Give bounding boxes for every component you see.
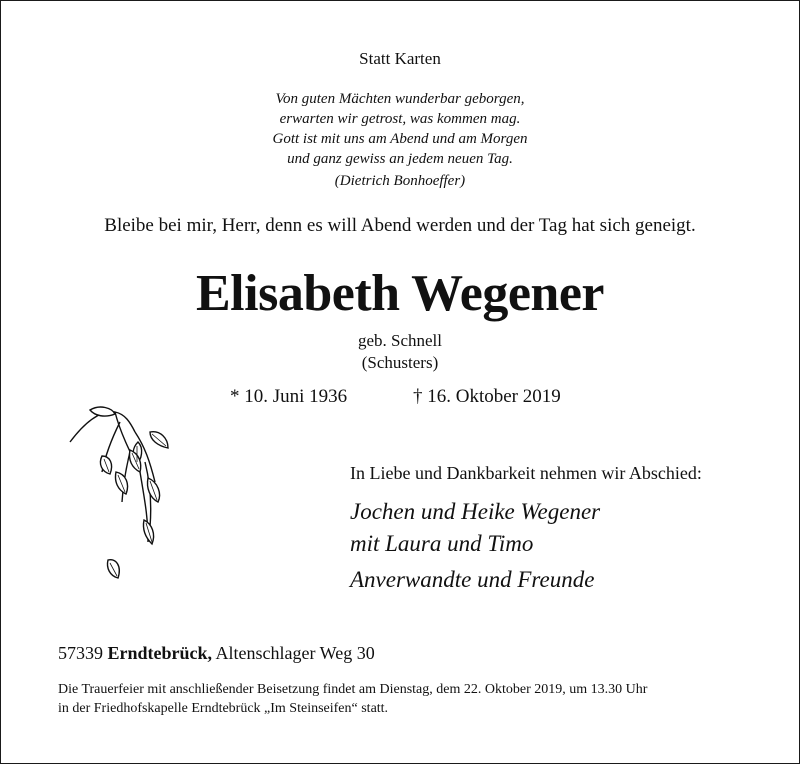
bible-verse: Bleibe bei mir, Herr, denn es will Abend werden und der Tag hat sich geneigt. bbox=[104, 215, 696, 236]
poem-author: (Dietrich Bonhoeffer) bbox=[334, 173, 466, 189]
mourner-line: Anverwandte und Freunde bbox=[350, 567, 595, 592]
poem-line: Von guten Mächten wunderbar geborgen, bbox=[275, 91, 525, 107]
mourner-line: mit Laura und Timo bbox=[350, 531, 534, 556]
address-city: Erndtebrück, bbox=[107, 643, 213, 663]
poem-line: erwarten wir getrost, was kommen mag. bbox=[279, 111, 521, 127]
poem-line: Gott ist mit uns am Abend und am Morgen bbox=[272, 131, 528, 147]
poem-line: und ganz gewiss an jedem neuen Tag. bbox=[287, 151, 513, 167]
poem bbox=[0, 89, 800, 191]
birch-branch-icon bbox=[60, 402, 190, 602]
address-zip: 57339 bbox=[58, 643, 103, 663]
deceased-name: Elisabeth Wegener bbox=[196, 265, 604, 322]
address bbox=[58, 643, 375, 664]
mourners-list bbox=[350, 496, 600, 596]
notice-line: Die Trauerfeier mit anschließender Beisetzung findet am Dienstag, dem 22. Oktober 2019, um 13.30 Uhr bbox=[58, 682, 648, 697]
maiden-name: geb. Schnell bbox=[357, 331, 443, 350]
funeral-notice bbox=[58, 680, 758, 718]
nickname: (Schusters) bbox=[361, 353, 439, 372]
death-date: † 16. Oktober 2019 bbox=[413, 386, 561, 407]
mourner-line: Jochen und Heike Wegener bbox=[350, 499, 601, 524]
address-street: Altenschlager Weg 30 bbox=[215, 643, 375, 663]
mourners-intro: In Liebe und Dankbarkeit nehmen wir Abschied: bbox=[350, 463, 702, 483]
birth-date: * 10. Juni 1936 bbox=[230, 386, 348, 407]
maiden-name-block bbox=[0, 330, 800, 374]
header-statt-karten: Statt Karten bbox=[359, 49, 441, 68]
notice-line: in der Friedhofskapelle Erndtebrück „Im Steinseifen“ statt. bbox=[58, 701, 389, 716]
